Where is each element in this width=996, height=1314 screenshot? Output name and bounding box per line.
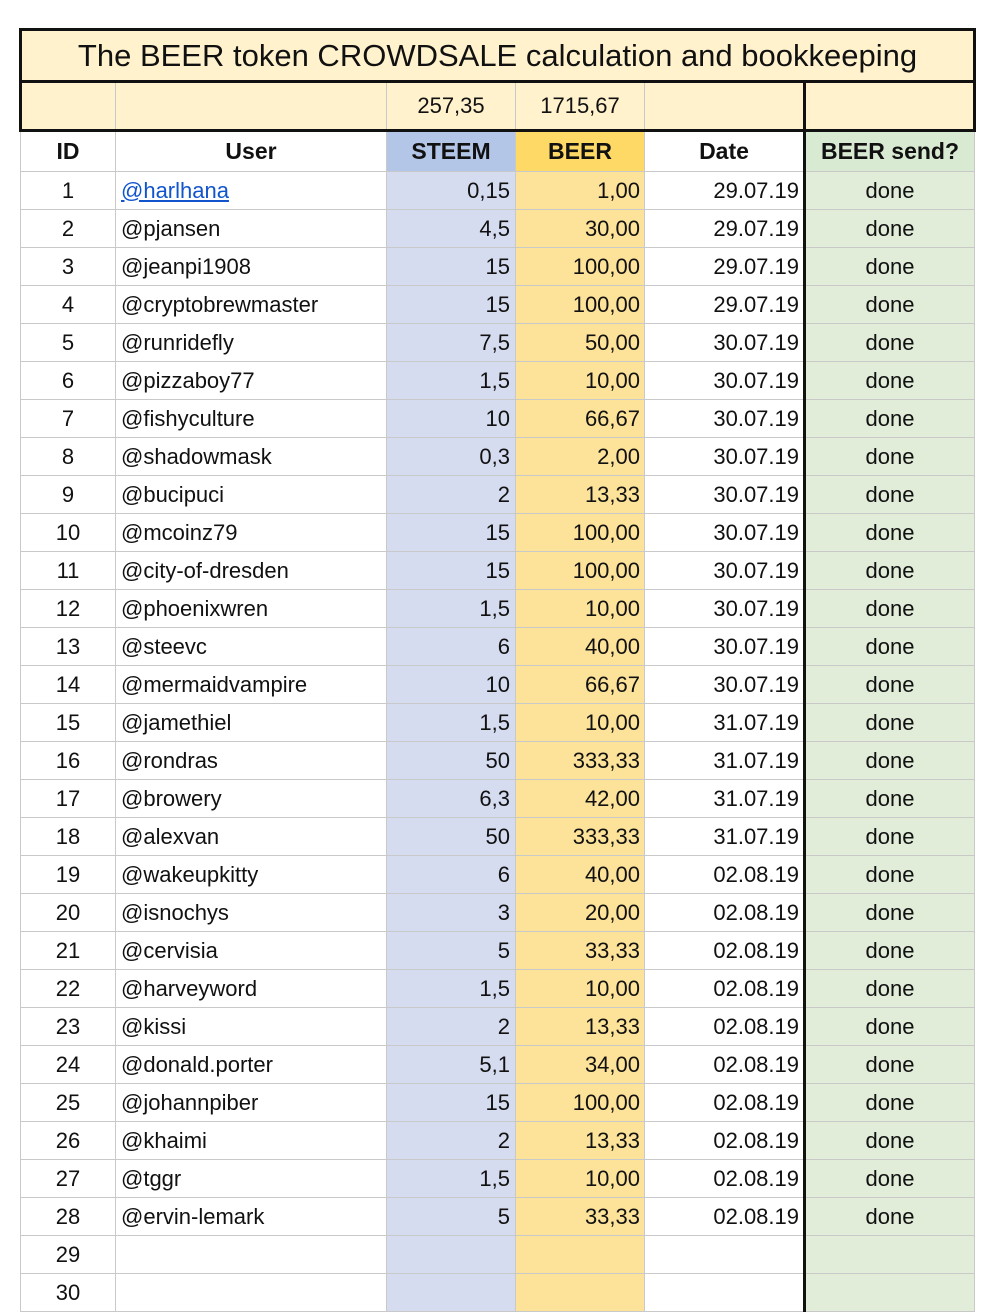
totals-empty-cell[interactable] (645, 82, 805, 131)
table-row (21, 856, 975, 894)
id-cell[interactable]: 2 (21, 210, 116, 248)
user-link[interactable]: @harlhana (121, 177, 229, 203)
beer-send-cell[interactable]: done (805, 1084, 975, 1122)
totals-row (21, 82, 975, 131)
id-cell[interactable]: 25 (21, 1084, 116, 1122)
user-cell[interactable]: @rondras (116, 742, 387, 780)
totals-empty-cell[interactable] (21, 82, 116, 131)
id-cell[interactable]: 18 (21, 818, 116, 856)
id-cell[interactable]: 14 (21, 666, 116, 704)
user-cell[interactable]: @pjansen (116, 210, 387, 248)
user-cell[interactable]: @mermaidvampire (116, 666, 387, 704)
date-cell[interactable]: 31.07.19 (645, 780, 805, 818)
table-row (21, 438, 975, 476)
table-row (21, 552, 975, 590)
totals-empty-cell[interactable] (805, 82, 975, 131)
steem-cell[interactable]: 0,3 (387, 438, 516, 476)
beer-send-cell[interactable]: done (805, 514, 975, 552)
table-row (21, 932, 975, 970)
date-cell[interactable]: 30.07.19 (645, 438, 805, 476)
steem-cell[interactable]: 6 (387, 628, 516, 666)
steem-cell[interactable]: 15 (387, 514, 516, 552)
beer-cell[interactable] (516, 1236, 645, 1274)
date-cell[interactable]: 30.07.19 (645, 590, 805, 628)
beer-cell[interactable]: 10,00 (516, 362, 645, 400)
crowdsale-table (19, 28, 976, 1312)
id-cell[interactable]: 12 (21, 590, 116, 628)
beer-cell[interactable]: 50,00 (516, 324, 645, 362)
beer-cell[interactable]: 100,00 (516, 286, 645, 324)
beer-cell[interactable]: 33,33 (516, 932, 645, 970)
steem-cell[interactable]: 50 (387, 818, 516, 856)
beer-cell[interactable]: 13,33 (516, 1008, 645, 1046)
beer-send-cell[interactable]: done (805, 628, 975, 666)
header-beer-send[interactable]: BEER send? (805, 131, 975, 172)
beer-send-cell[interactable]: done (805, 590, 975, 628)
user-cell[interactable] (116, 172, 387, 210)
beer-send-cell[interactable]: done (805, 742, 975, 780)
user-cell[interactable]: @shadowmask (116, 438, 387, 476)
date-cell[interactable]: 30.07.19 (645, 362, 805, 400)
user-cell[interactable] (116, 1274, 387, 1312)
user-cell[interactable]: @khaimi (116, 1122, 387, 1160)
table-row (21, 248, 975, 286)
id-cell[interactable]: 13 (21, 628, 116, 666)
date-cell[interactable] (645, 1236, 805, 1274)
table-row (21, 780, 975, 818)
user-cell[interactable] (116, 1236, 387, 1274)
user-cell[interactable]: @wakeupkitty (116, 856, 387, 894)
beer-send-cell[interactable]: done (805, 932, 975, 970)
date-cell[interactable]: 30.07.19 (645, 476, 805, 514)
beer-send-cell[interactable]: done (805, 1122, 975, 1160)
date-cell[interactable]: 30.07.19 (645, 324, 805, 362)
beer-send-cell[interactable]: done (805, 970, 975, 1008)
user-cell[interactable]: @jamethiel (116, 704, 387, 742)
beer-cell[interactable]: 1,00 (516, 172, 645, 210)
steem-cell[interactable]: 1,5 (387, 970, 516, 1008)
id-cell[interactable]: 27 (21, 1160, 116, 1198)
beer-send-cell[interactable]: done (805, 476, 975, 514)
header-beer[interactable]: BEER (516, 131, 645, 172)
beer-cell[interactable]: 10,00 (516, 970, 645, 1008)
beer-send-cell[interactable]: done (805, 552, 975, 590)
user-cell[interactable]: @tggr (116, 1160, 387, 1198)
beer-cell[interactable]: 333,33 (516, 742, 645, 780)
user-cell[interactable]: @runridefly (116, 324, 387, 362)
beer-send-cell[interactable]: done (805, 1008, 975, 1046)
user-cell[interactable]: @cervisia (116, 932, 387, 970)
date-cell[interactable]: 30.07.19 (645, 666, 805, 704)
date-cell[interactable]: 31.07.19 (645, 742, 805, 780)
beer-send-cell[interactable]: done (805, 1160, 975, 1198)
beer-cell[interactable]: 10,00 (516, 590, 645, 628)
beer-send-cell[interactable]: done (805, 210, 975, 248)
user-cell[interactable]: @phoenixwren (116, 590, 387, 628)
date-cell[interactable]: 02.08.19 (645, 1122, 805, 1160)
table-row (21, 400, 975, 438)
id-cell[interactable]: 7 (21, 400, 116, 438)
beer-cell[interactable]: 66,67 (516, 400, 645, 438)
user-cell[interactable]: @harveyword (116, 970, 387, 1008)
table-row (21, 970, 975, 1008)
beer-cell[interactable]: 13,33 (516, 476, 645, 514)
beer-send-cell[interactable]: done (805, 248, 975, 286)
date-cell[interactable] (645, 1274, 805, 1312)
steem-cell[interactable]: 6 (387, 856, 516, 894)
beer-send-cell[interactable] (805, 1274, 975, 1312)
beer-send-cell[interactable]: done (805, 780, 975, 818)
id-cell[interactable]: 23 (21, 1008, 116, 1046)
id-cell[interactable]: 11 (21, 552, 116, 590)
steem-cell[interactable]: 6,3 (387, 780, 516, 818)
id-cell[interactable]: 5 (21, 324, 116, 362)
table-row (21, 514, 975, 552)
user-cell[interactable]: @cryptobrewmaster (116, 286, 387, 324)
steem-cell[interactable] (387, 1274, 516, 1312)
table-row (21, 1008, 975, 1046)
table-row (21, 628, 975, 666)
steem-cell[interactable]: 15 (387, 552, 516, 590)
beer-cell[interactable]: 34,00 (516, 1046, 645, 1084)
id-cell[interactable]: 10 (21, 514, 116, 552)
steem-cell[interactable]: 15 (387, 248, 516, 286)
table-row (21, 1160, 975, 1198)
id-cell[interactable]: 15 (21, 704, 116, 742)
id-cell[interactable]: 1 (21, 172, 116, 210)
total-beer-cell[interactable]: 1715,67 (516, 82, 645, 131)
steem-cell[interactable]: 1,5 (387, 362, 516, 400)
id-cell[interactable]: 17 (21, 780, 116, 818)
beer-cell[interactable]: 42,00 (516, 780, 645, 818)
date-cell[interactable]: 30.07.19 (645, 400, 805, 438)
beer-send-cell[interactable]: done (805, 324, 975, 362)
beer-cell[interactable] (516, 1274, 645, 1312)
id-cell[interactable]: 8 (21, 438, 116, 476)
header-steem[interactable]: STEEM (387, 131, 516, 172)
user-cell[interactable]: @ervin-lemark (116, 1198, 387, 1236)
totals-empty-cell[interactable] (116, 82, 387, 131)
user-cell[interactable]: @city-of-dresden (116, 552, 387, 590)
steem-cell[interactable]: 0,15 (387, 172, 516, 210)
table-row (21, 704, 975, 742)
beer-cell[interactable]: 30,00 (516, 210, 645, 248)
id-cell[interactable]: 6 (21, 362, 116, 400)
id-cell[interactable]: 28 (21, 1198, 116, 1236)
table-row (21, 172, 975, 210)
steem-cell[interactable]: 10 (387, 400, 516, 438)
date-cell[interactable]: 02.08.19 (645, 856, 805, 894)
id-cell[interactable]: 4 (21, 286, 116, 324)
id-cell[interactable]: 22 (21, 970, 116, 1008)
beer-cell[interactable]: 10,00 (516, 1160, 645, 1198)
date-cell[interactable]: 31.07.19 (645, 704, 805, 742)
beer-send-cell[interactable]: done (805, 1046, 975, 1084)
beer-cell[interactable]: 20,00 (516, 894, 645, 932)
steem-cell[interactable]: 15 (387, 286, 516, 324)
beer-send-cell[interactable]: done (805, 704, 975, 742)
table-row (21, 362, 975, 400)
id-cell[interactable]: 26 (21, 1122, 116, 1160)
date-cell[interactable]: 02.08.19 (645, 1046, 805, 1084)
user-cell[interactable]: @donald.porter (116, 1046, 387, 1084)
steem-cell[interactable]: 1,5 (387, 1160, 516, 1198)
date-cell[interactable]: 30.07.19 (645, 628, 805, 666)
beer-cell[interactable]: 2,00 (516, 438, 645, 476)
user-cell[interactable]: @bucipuci (116, 476, 387, 514)
steem-cell[interactable]: 5,1 (387, 1046, 516, 1084)
table-row (21, 324, 975, 362)
table-row (21, 210, 975, 248)
table-row (21, 1046, 975, 1084)
id-cell[interactable]: 21 (21, 932, 116, 970)
steem-cell[interactable]: 4,5 (387, 210, 516, 248)
id-cell[interactable]: 19 (21, 856, 116, 894)
user-cell[interactable]: @fishyculture (116, 400, 387, 438)
beer-cell[interactable]: 333,33 (516, 818, 645, 856)
date-cell[interactable]: 29.07.19 (645, 286, 805, 324)
date-cell[interactable]: 31.07.19 (645, 818, 805, 856)
header-date[interactable]: Date (645, 131, 805, 172)
table-row (21, 666, 975, 704)
header-user[interactable]: User (116, 131, 387, 172)
steem-cell[interactable]: 5 (387, 932, 516, 970)
date-cell[interactable]: 02.08.19 (645, 1160, 805, 1198)
user-cell[interactable]: @steevc (116, 628, 387, 666)
date-cell[interactable]: 02.08.19 (645, 1084, 805, 1122)
table-row (21, 1198, 975, 1236)
header-id[interactable]: ID (21, 131, 116, 172)
user-cell[interactable]: @isnochys (116, 894, 387, 932)
steem-cell[interactable] (387, 1236, 516, 1274)
table-row (21, 742, 975, 780)
title-row (21, 30, 975, 82)
date-cell[interactable]: 02.08.19 (645, 932, 805, 970)
steem-cell[interactable]: 5 (387, 1198, 516, 1236)
steem-cell[interactable]: 1,5 (387, 590, 516, 628)
date-cell[interactable]: 02.08.19 (645, 970, 805, 1008)
beer-send-cell[interactable]: done (805, 286, 975, 324)
id-cell[interactable]: 3 (21, 248, 116, 286)
id-cell[interactable]: 30 (21, 1274, 116, 1312)
beer-send-cell[interactable]: done (805, 666, 975, 704)
user-cell[interactable]: @kissi (116, 1008, 387, 1046)
beer-send-cell[interactable]: done (805, 172, 975, 210)
id-cell[interactable]: 29 (21, 1236, 116, 1274)
beer-send-cell[interactable]: done (805, 894, 975, 932)
beer-send-cell[interactable]: done (805, 1198, 975, 1236)
steem-cell[interactable]: 10 (387, 666, 516, 704)
user-cell[interactable]: @pizzaboy77 (116, 362, 387, 400)
user-cell[interactable]: @jeanpi1908 (116, 248, 387, 286)
sheet-title[interactable]: The BEER token CROWDSALE calculation and bookkeeping (21, 30, 975, 82)
date-cell[interactable]: 02.08.19 (645, 1008, 805, 1046)
header-row (21, 131, 975, 172)
beer-cell[interactable]: 100,00 (516, 552, 645, 590)
id-cell[interactable]: 16 (21, 742, 116, 780)
beer-cell[interactable]: 13,33 (516, 1122, 645, 1160)
id-cell[interactable]: 24 (21, 1046, 116, 1084)
table-row (21, 590, 975, 628)
beer-cell[interactable]: 10,00 (516, 704, 645, 742)
table-row (21, 818, 975, 856)
beer-cell[interactable]: 66,67 (516, 666, 645, 704)
table-row (21, 286, 975, 324)
total-steem-cell[interactable]: 257,35 (387, 82, 516, 131)
steem-cell[interactable]: 15 (387, 1084, 516, 1122)
table-row (21, 894, 975, 932)
table-row (21, 1236, 975, 1274)
beer-send-cell[interactable]: done (805, 362, 975, 400)
user-cell[interactable]: @johannpiber (116, 1084, 387, 1122)
beer-cell[interactable]: 40,00 (516, 856, 645, 894)
date-cell[interactable]: 29.07.19 (645, 210, 805, 248)
table-row (21, 1122, 975, 1160)
beer-send-cell[interactable] (805, 1236, 975, 1274)
steem-cell[interactable]: 1,5 (387, 704, 516, 742)
date-cell[interactable]: 29.07.19 (645, 248, 805, 286)
steem-cell[interactable]: 50 (387, 742, 516, 780)
steem-cell[interactable]: 2 (387, 1008, 516, 1046)
date-cell[interactable]: 30.07.19 (645, 514, 805, 552)
date-cell[interactable]: 02.08.19 (645, 894, 805, 932)
id-cell[interactable]: 9 (21, 476, 116, 514)
id-cell[interactable]: 20 (21, 894, 116, 932)
beer-cell[interactable]: 100,00 (516, 514, 645, 552)
beer-send-cell[interactable]: done (805, 438, 975, 476)
beer-send-cell[interactable]: done (805, 856, 975, 894)
steem-cell[interactable]: 3 (387, 894, 516, 932)
beer-cell[interactable]: 40,00 (516, 628, 645, 666)
beer-cell[interactable]: 100,00 (516, 1084, 645, 1122)
beer-send-cell[interactable]: done (805, 400, 975, 438)
table-row (21, 476, 975, 514)
table-row (21, 1274, 975, 1312)
user-cell[interactable]: @mcoinz79 (116, 514, 387, 552)
date-cell[interactable]: 29.07.19 (645, 172, 805, 210)
crowdsale-spreadsheet (19, 28, 973, 1312)
beer-cell[interactable]: 33,33 (516, 1198, 645, 1236)
steem-cell[interactable]: 2 (387, 476, 516, 514)
user-cell[interactable]: @alexvan (116, 818, 387, 856)
date-cell[interactable]: 02.08.19 (645, 1198, 805, 1236)
beer-send-cell[interactable]: done (805, 818, 975, 856)
table-row (21, 1084, 975, 1122)
user-cell[interactable]: @browery (116, 780, 387, 818)
steem-cell[interactable]: 7,5 (387, 324, 516, 362)
date-cell[interactable]: 30.07.19 (645, 552, 805, 590)
beer-cell[interactable]: 100,00 (516, 248, 645, 286)
steem-cell[interactable]: 2 (387, 1122, 516, 1160)
